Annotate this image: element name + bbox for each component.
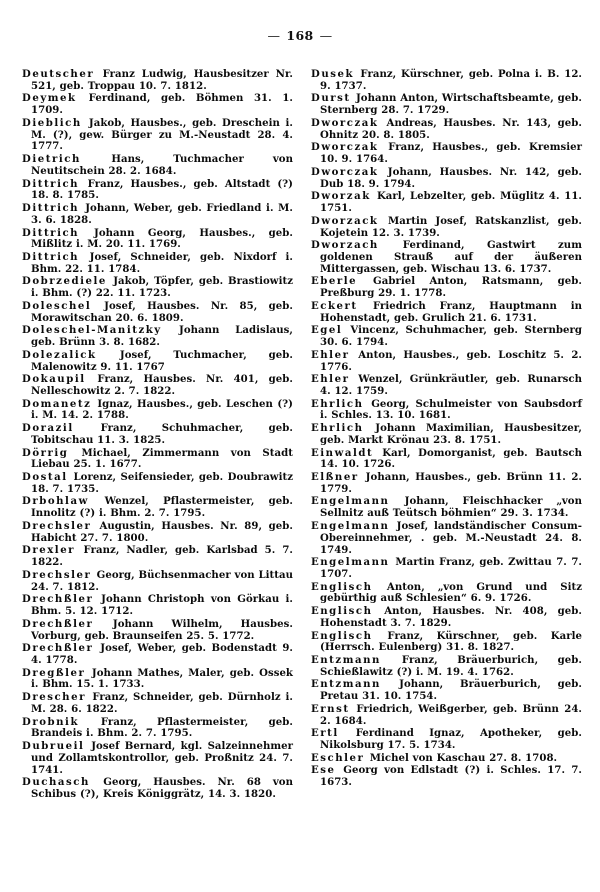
directory-entry [22,545,293,569]
entry-details: Johann, Hausbes., geb. Brünn 11. 2. 1779. [320,471,582,495]
entry-details: Johann, Bräuerburich, geb. Pretau 31. 10. 1754. [320,678,582,703]
entry-details: Franz, Bräuerburich, geb. Schießlawitz (?) i. M. 19. 4. 1762. [320,653,582,678]
entry-details: Johann Wilhelm, Hausbes. Vorburg, geb. Braunseifen 25. 5. 1772. [31,617,293,642]
entry-details: Johann Anton, Wirtschaftsbeamte, geb. Sternberg 28. 7. 1729. [320,92,582,117]
directory-entry [311,704,582,728]
entry-details: Jakob, Töpfer, geb. Brastiowitz i. Bhm. (?) 22. 11. 1723. [31,275,293,300]
entry-details: Wenzel, Pflastermeister, geb. Innolitz (?) i. Bhm. 2. 7. 1795. [31,495,293,520]
entry-surname: Engelmann [311,519,390,532]
directory-entry [311,753,582,765]
entry-details: Franz, Hausbes., geb. Altstadt (?) 18. 8. 1785. [31,177,293,202]
entry-surname: Dworzak [311,190,371,203]
entry-details: Johann, Fleischhacker „von Sellnitz auß Teütsch böhmien“ 29. 3. 1734. [320,495,582,520]
directory-entry [311,142,582,166]
entry-surname: Elßner [311,471,359,484]
directory-entry [311,276,582,300]
entry-details: Georg, Hausbes. Nr. 68 von Schibus (?), Kreis Königgrätz, 14. 3. 1820. [31,776,293,801]
left-column [22,69,293,802]
entry-surname: Ehrlich [311,397,364,410]
entry-surname: Englisch [311,605,373,618]
entry-surname: Einwaldt [311,446,374,459]
entry-surname: Dörrig [22,446,69,459]
entry-details: Josef, Tuchmacher, geb. Malenowitz 9. 11. 1767 [31,348,293,373]
directory-entry [22,741,293,776]
directory-entry [22,570,293,594]
directory-entry [311,167,582,191]
directory-entry [311,423,582,447]
entry-details: Josef Bernard, kgl. Salzeinnehmer und Zollamtskontrollor, geb. Proßnitz 24. 7. 1741. [31,740,293,776]
directory-entry [22,717,293,741]
directory-entry [22,118,293,153]
entry-details: Michel von Kaschau 27. 8. 1708. [365,751,558,764]
directory-entry [22,643,293,667]
entry-surname: Ernst [311,702,350,715]
directory-entry [22,93,293,117]
entry-surname: Eberle [311,275,358,288]
entry-surname: Drechßler [22,593,94,606]
directory-entry [311,557,582,581]
entry-details: Franz, Hausbes. Nr. 401, geb. Nelleschowitz 2. 7. 1822. [31,373,293,397]
entry-details: Ferdinand Ignaz, Apotheker, geb. Nikolsburg 17. 5. 1734. [320,727,582,752]
entry-surname: Drechsler [22,519,92,532]
entry-surname: Engelmann [311,556,390,569]
entry-details: Anton, Hausbes. Nr. 408, geb. Hohenstadt 3. 7. 1829. [320,605,582,629]
directory-entry [22,423,293,447]
entry-surname: Drobnik [22,715,80,728]
directory-entry [22,777,293,801]
entry-details: Friedrich Franz, Hauptmann in Hohenstadt, geb. Grulich 21. 6. 1731. [320,299,582,324]
directory-entry [311,655,582,679]
entry-surname: Entzmann [311,653,381,666]
directory-entry [311,325,582,349]
entry-details: Georg, Büchsenmacher von Littau 24. 7. 1812. [31,568,293,593]
entry-surname: Drechßler [22,642,94,655]
entry-details: Wenzel, Grünkräutler, geb. Runarsch 4. 12. 1759. [320,373,582,397]
directory-entry [311,240,582,275]
entry-details: Josef, Hausbes. Nr. 85, geb. Morawitschan 20. 6. 1809. [31,299,293,324]
directory-entry [22,350,293,374]
entry-details: Andreas, Hausbes. Nr. 143, geb. Ohnitz 20. 8. 1805. [320,116,582,141]
entry-details: Gabriel Anton, Ratsmann, geb. Preßburg 29. 1. 1778. [320,275,582,300]
entry-details: Franz, Schneider, geb. Dürnholz i. M. 28. 6. 1822. [31,691,293,715]
directory-entry [311,350,582,374]
entry-details: Johann Maximilian, Hausbesitzer, geb. Markt Krönau 23. 8. 1751. [320,422,582,446]
entry-details: Vincenz, Schuhmacher, geb. Sternberg 30. 6. 1794. [320,324,582,349]
entry-surname: Ehler [311,348,350,361]
entry-details: Franz, Hausbes., geb. Kremsier 10. 9. 1764. [320,141,582,166]
entry-surname: Dregßler [22,666,86,679]
entry-details: Michael, Zimmermann von Stadt Liebau 25. 1. 1677. [31,446,293,471]
entry-surname: Drechßler [22,617,94,630]
entry-surname: Dieblich [22,116,82,129]
directory-entry [22,594,293,618]
entry-details: Ignaz, Hausbes., geb. Leschen (?) i. M. 14. 2. 1788. [31,397,293,422]
entry-surname: Deymek [22,92,77,105]
entry-details: Franz, Kürschner, geb. Polna i. B. 12. 9. 1737. [320,68,582,92]
entry-surname: Dostal [22,471,68,484]
entry-surname: Dolezalick [22,348,97,361]
directory-entry [22,276,293,300]
entry-surname: Doleschel-Manitzky [22,324,162,337]
directory-entry [22,252,293,276]
entry-details: Karl, Lebzelter, geb. Müglitz 4. 11. 1751. [320,190,582,215]
directory-entry [22,496,293,520]
directory-entry [22,301,293,325]
entry-surname: Drescher [22,691,86,704]
directory-entry [22,154,293,178]
entry-details: Franz Ludwig, Hausbesitzer Nr. 521, geb. Troppau 10. 7. 1812. [31,68,293,92]
entry-surname: Ertl [311,727,339,740]
directory-entry [311,216,582,240]
right-column [311,69,582,790]
entry-surname: Dobrzediele [22,275,107,288]
entry-details: Martin Josef, Ratskanzlist, geb. Kojetein 12. 3. 1739. [320,214,582,239]
entry-details: Josef, Schneider, geb. Nixdorf i. Bhm. 22. 11. 1784. [31,250,293,275]
directory-entry [22,203,293,227]
entry-details: Hans, Tuchmacher von Neutitschein 28. 2. 1684. [31,153,293,177]
directory-entry [22,374,293,398]
entry-surname: Ehler [311,373,350,386]
entry-surname: Drexler [22,544,76,557]
directory-entry [311,765,582,789]
entry-details: Franz, Pflastermeister, geb. Brandeis i. Bhm. 2. 7. 1795. [31,715,293,740]
directory-entry [22,692,293,716]
entry-details: Johann, Weber, geb. Friedland i. M. 3. 6. 1828. [31,202,293,226]
entry-details: Josef, landständischer Consum-Obereinnehmer, . geb. M.-Neustadt 24. 8. 1749. [320,519,582,556]
page-number: 168 [286,28,314,43]
directory-entry [311,582,582,606]
directory-entry [311,496,582,520]
entry-details: Augustin, Hausbes. Nr. 89, geb. Habicht 27. 7. 1800. [31,519,293,544]
entry-details: Johann Mathes, Maler, geb. Ossek i. Bhm. 15. 1. 1733. [31,666,293,691]
directory-entry [311,448,582,472]
entry-surname: Dworczak [311,165,379,178]
directory-entry [311,472,582,496]
entry-surname: Deutscher [22,68,95,80]
page-number-dash-left: — [267,28,281,43]
page-number-dash-right: — [319,28,333,43]
entry-details: Franz, Nadler, geb. Karlsbad 5. 7. 1822. [31,544,293,569]
directory-entry [22,325,293,349]
entry-surname: Dietrich [22,153,81,166]
entry-surname: Dittrich [22,226,80,239]
entry-details: Franz, Kürschner, geb. Karle (Herrsch. Eulenberg) 31. 8. 1827. [320,629,582,654]
entry-surname: Dorazil [22,422,74,435]
entry-surname: Dusek [311,68,355,80]
entry-surname: Egel [311,324,343,337]
entry-surname: Englisch [311,629,373,642]
directory-entry [311,606,582,630]
entry-surname: Dubrueil [22,740,85,753]
two-column-body [0,43,600,802]
entry-surname: Eckert [311,299,358,312]
entry-details: Ferdinand, geb. Böhmen 31. 1. 1709. [31,92,293,117]
entry-details: Martin Franz, geb. Zwittau 7. 7. 1707. [320,556,582,580]
entry-details: Ferdinand, Gastwirt zum goldenen Strauß auf der äußeren Mittergassen, geb. Wischau 13. 6. 1737. [320,239,582,275]
directory-entry [311,191,582,215]
entry-details: Franz, Schuhmacher, geb. Tobitschau 11. 3. 1825. [31,422,293,446]
entry-details: Johann Georg, Hausbes., geb. Mißlitz i. M. 20. 11. 1769. [31,226,293,251]
entry-details: Georg, Schulmeister von Saubsdorf i. Schles. 13. 10. 1681. [320,397,582,422]
entry-details: Karl, Domorganist, geb. Bautsch 14. 10. 1726. [320,446,582,471]
entry-details: Georg von Edlstadt (?) i. Schles. 17. 7. 1673. [320,764,582,789]
entry-surname: Dworczak [311,141,379,154]
directory-entry [22,472,293,496]
directory-entry [22,228,293,252]
entry-surname: Dokaupil [22,373,86,386]
entry-details: Friedrich, Weißgerber, geb. Brünn 24. 2. 1684. [320,702,582,727]
entry-surname: Ehrlich [311,422,364,435]
directory-entry [311,631,582,655]
directory-entry [22,619,293,643]
directory-entry [22,521,293,545]
entry-surname: Duchasch [22,776,90,789]
directory-entry [22,399,293,423]
entry-details: Anton, „von Grund und Sitz gebürthig auß Schlesien“ 6. 9. 1726. [320,580,582,605]
entry-surname: Dittrich [22,202,80,215]
entry-details: Johann Ladislaus, geb. Brünn 3. 8. 1682. [31,324,293,349]
directory-entry [22,668,293,692]
directory-entry [22,179,293,203]
entry-surname: Entzmann [311,678,381,691]
directory-entry [311,679,582,703]
entry-surname: Dittrich [22,177,80,190]
directory-entry [311,93,582,117]
entry-details: Johann Christoph von Görkau i. Bhm. 5. 12. 1712. [31,593,293,618]
directory-entry [22,448,293,472]
directory-entry [311,69,582,93]
directory-entry [22,69,293,93]
directory-entry [311,374,582,398]
directory-entry [311,399,582,423]
entry-surname: Domanetz [22,397,92,410]
entry-details: Josef, Weber, geb. Bodenstadt 9. 4. 1778. [31,642,293,666]
directory-entry [311,301,582,325]
entry-surname: Dworzach [311,239,379,252]
entry-details: Lorenz, Seifensieder, geb. Doubrawitz 18. 7. 1735. [31,471,293,495]
entry-details: Anton, Hausbes., geb. Loschitz 5. 2. 1776. [320,348,582,373]
entry-surname: Dworczak [311,116,379,129]
entry-details: Jakob, Hausbes., geb. Dreschein i. M. (?), gew. Bürger zu M.-Neustadt 28. 4. 1777. [31,116,293,153]
entry-surname: Dittrich [22,250,80,263]
entry-surname: Dworzack [311,214,379,227]
entry-surname: Drbohlaw [22,495,89,508]
entry-surname: Eschler [311,751,365,764]
directory-entry [311,728,582,752]
directory-entry [311,521,582,556]
entry-surname: Ese [311,764,336,777]
entry-surname: Engelmann [311,495,390,508]
entry-details: Johann, Hausbes. Nr. 142, geb. Dub 18. 9. 1794. [320,165,582,190]
entry-surname: Drechsler [22,568,92,581]
entry-surname: Durst [311,92,351,105]
entry-surname: Englisch [311,580,373,593]
page-header [0,0,600,43]
entry-surname: Doleschel [22,299,92,312]
directory-entry [311,118,582,142]
